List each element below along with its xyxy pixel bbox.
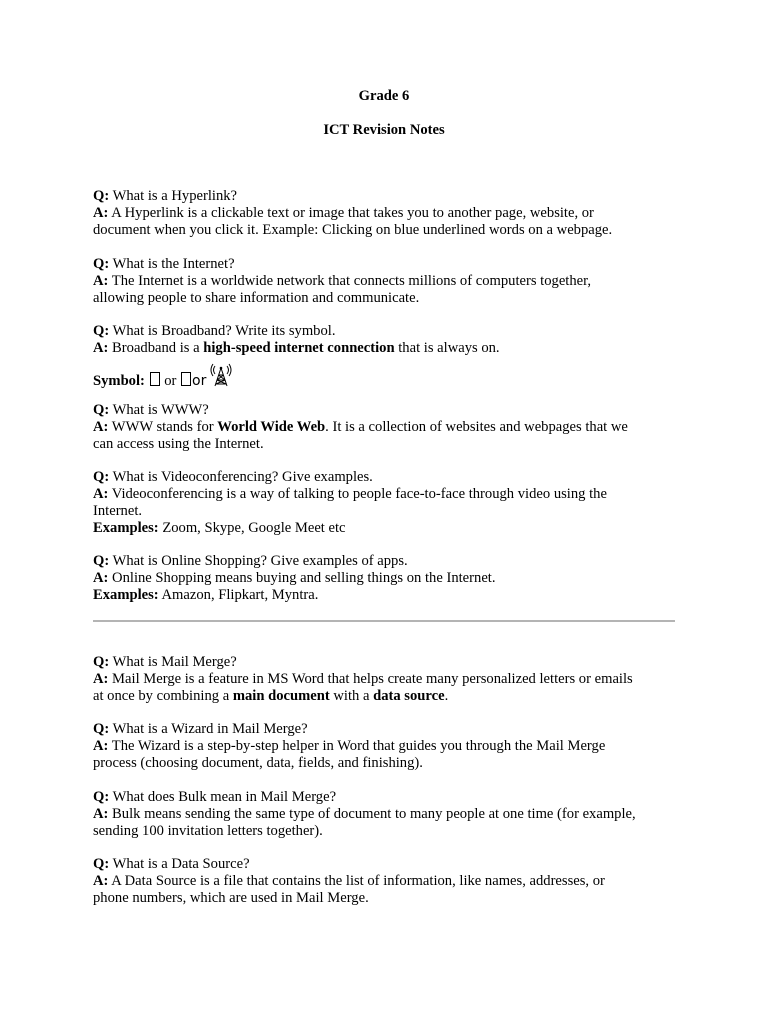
answer-text: Online Shopping means buying and selling things on the Internet. [108, 570, 496, 586]
question-text: What is Online Shopping? Give examples of apps. [109, 553, 408, 569]
or-text: or [160, 373, 181, 389]
answer-text: . It is a collection of websites and webpages that we [325, 419, 628, 435]
question-text: What is Broadband? Write its symbol. [109, 323, 336, 339]
answer-bold: main document [232, 688, 330, 704]
question-text: What is a Hyperlink? [109, 188, 238, 204]
answer-text: Bulk means sending the same type of document to many people at one time (for example, [108, 806, 636, 822]
grade-heading: Grade 6 [358, 88, 410, 104]
answer-text-cont: sending 100 invitation letters together). [93, 823, 323, 839]
q-label: Q: [93, 402, 110, 418]
q-label: Q: [93, 654, 110, 670]
symbol-label: Symbol: [93, 373, 145, 389]
q-label: Q: [93, 256, 110, 272]
qa-bulk [93, 789, 683, 840]
a-label: A: [93, 873, 109, 889]
a-label: A: [93, 273, 109, 289]
or-text-sans: or [192, 373, 207, 389]
question-text: What is Videoconferencing? Give examples. [109, 469, 373, 485]
answer-text: WWW stands for [108, 419, 218, 435]
examples-label: Examples: [93, 587, 159, 603]
answer-text-cont: phone numbers, which are used in Mail Merge. [93, 890, 369, 906]
missing-glyph-icon [150, 372, 160, 386]
qa-broadband [93, 323, 683, 390]
a-label: A: [93, 486, 109, 502]
answer-text: The Internet is a worldwide network that connects millions of computers together, [108, 273, 592, 289]
answer-text-cont: process (choosing document, data, fields, and finishing). [93, 755, 423, 771]
answer-text-cont: at once by combining a [93, 688, 233, 704]
symbol-line [93, 361, 683, 390]
qa-wizard [93, 721, 683, 772]
a-label: A: [93, 806, 109, 822]
q-label: Q: [93, 553, 110, 569]
answer-text: with a [329, 688, 374, 704]
document-title: ICT Revision Notes [323, 122, 445, 138]
answer-text-cont: Internet. [93, 503, 143, 519]
answer-text: The Wizard is a step-by-step helper in Word that guides you through the Mail Merge [108, 738, 606, 754]
qa-hyperlink [93, 188, 683, 239]
q-label: Q: [93, 469, 110, 485]
answer-bold: data source [373, 688, 445, 704]
q-label: Q: [93, 323, 110, 339]
answer-text: Broadband is a [108, 340, 204, 356]
examples-label: Examples: [93, 520, 159, 536]
examples-text: Amazon, Flipkart, Myntra. [158, 587, 319, 603]
answer-bold: World Wide Web [217, 419, 326, 435]
qa-data-source [93, 856, 683, 907]
answer-text-cont: allowing people to share information and communicate. [93, 290, 420, 306]
examples-text: Zoom, Skype, Google Meet etc [158, 520, 346, 536]
a-label: A: [93, 419, 109, 435]
qa-mail-merge [93, 654, 683, 705]
a-label: A: [93, 340, 109, 356]
qa-online-shopping [93, 553, 683, 604]
question-text: What does Bulk mean in Mail Merge? [109, 789, 337, 805]
qa-videoconferencing [93, 469, 683, 537]
question-text: What is Mail Merge? [109, 654, 237, 670]
q-label: Q: [93, 188, 110, 204]
qa-internet [93, 256, 683, 307]
missing-glyph-icon [181, 372, 191, 386]
a-label: A: [93, 570, 109, 586]
answer-text: A Hyperlink is a clickable text or image that takes you to another page, website, or [108, 205, 594, 221]
question-text: What is a Wizard in Mail Merge? [109, 721, 308, 737]
question-text: What is WWW? [109, 402, 209, 418]
horizontal-divider [93, 620, 675, 622]
answer-text: that is always on. [394, 340, 500, 356]
answer-text: . [444, 688, 449, 704]
answer-text-cont: document when you click it. Example: Clicking on blue underlined words on a webpage. [93, 222, 613, 238]
q-label: Q: [93, 721, 110, 737]
question-text: What is a Data Source? [109, 856, 250, 872]
a-label: A: [93, 738, 109, 754]
question-text: What is the Internet? [109, 256, 235, 272]
answer-text-cont: can access using the Internet. [93, 436, 264, 452]
q-label: Q: [93, 856, 110, 872]
qa-www [93, 402, 683, 453]
q-label: Q: [93, 789, 110, 805]
a-label: A: [93, 205, 109, 221]
answer-text: A Data Source is a file that contains the list of information, like names, addresses, or [108, 873, 605, 889]
antenna-tower-icon [210, 361, 232, 387]
answer-text: Mail Merge is a feature in MS Word that helps create many personalized letters or emails [108, 671, 633, 687]
answer-text: Videoconferencing is a way of talking to people face-to-face through video using the [108, 486, 607, 502]
answer-bold: high-speed internet connection [203, 340, 395, 356]
a-label: A: [93, 671, 109, 687]
